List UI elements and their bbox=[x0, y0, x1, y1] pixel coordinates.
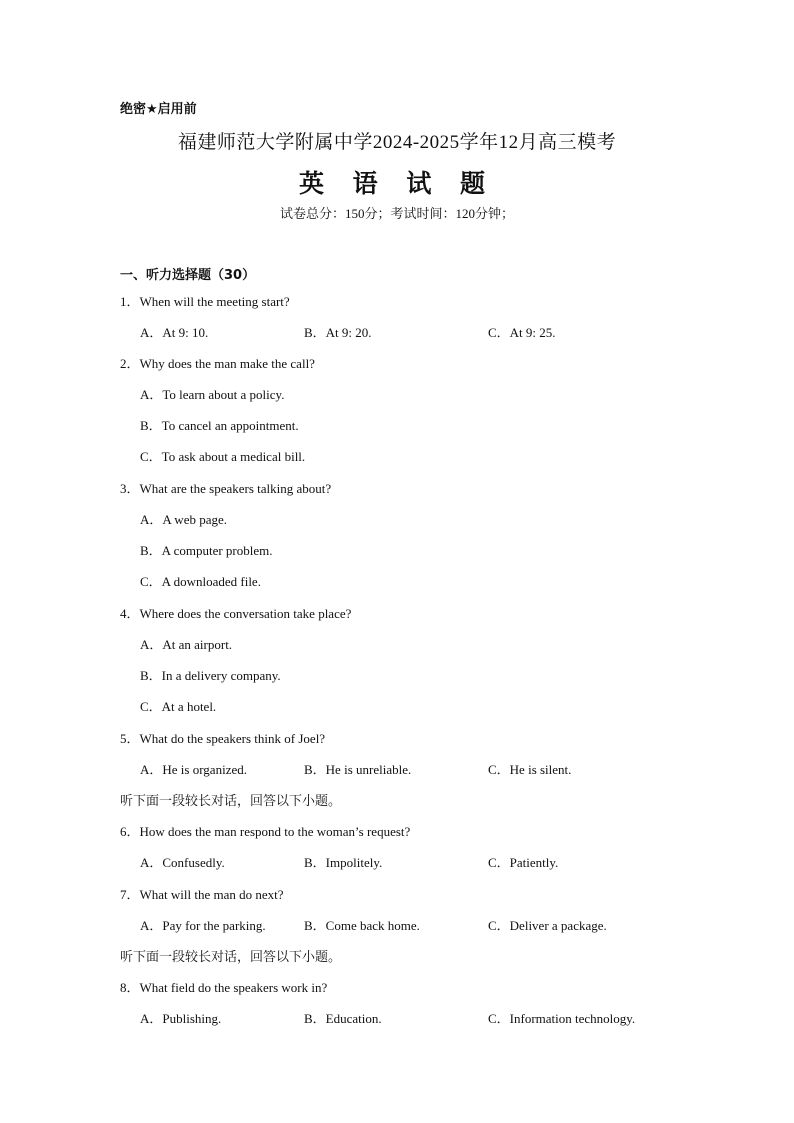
q2-option-b: B．To cancel an appointment. bbox=[140, 418, 299, 433]
q7-option-a: A．Pay for the parking. bbox=[140, 918, 266, 933]
q4-option-b: B．In a delivery company. bbox=[140, 668, 281, 683]
q8-option-a: A．Publishing. bbox=[140, 1011, 222, 1026]
q1-option-c: C．At 9: 25. bbox=[488, 325, 556, 340]
q1-option-b: B．At 9: 20. bbox=[304, 325, 372, 340]
q3-option-a: A．A web page. bbox=[140, 512, 228, 527]
q5-option-a: A．He is organized. bbox=[140, 762, 247, 777]
q7-option-b: B．Come back home. bbox=[304, 918, 420, 933]
long-dialogue-note-2: 听下面一段较长对话，回答以下小题。 bbox=[120, 949, 342, 964]
question-1: 1．When will the meeting start? bbox=[120, 294, 290, 309]
q2-option-c: C．To ask about a medical bill. bbox=[140, 449, 306, 464]
q3-option-c: C．A downloaded file. bbox=[140, 574, 261, 589]
question-4: 4．Where does the conversation take place? bbox=[120, 606, 352, 621]
q6-option-b: B．Impolitely. bbox=[304, 855, 383, 870]
question-6: 6．How does the man respond to the woman’s request? bbox=[120, 824, 411, 839]
q4-option-a: A．At an airport. bbox=[140, 637, 233, 652]
q8-option-c: C．Information technology. bbox=[488, 1011, 636, 1026]
long-dialogue-note: 听下面一段较长对话，回答以下小题。 bbox=[120, 793, 342, 808]
question-5: 5．What do the speakers think of Joel? bbox=[120, 731, 326, 746]
school-title: 福建师范大学附属中学2024-2025学年12月高三模考 bbox=[177, 132, 617, 153]
q6-option-c: C．Patiently. bbox=[488, 855, 559, 870]
q5-option-b: B．He is unreliable. bbox=[304, 762, 412, 777]
q4-option-c: C．At a hotel. bbox=[140, 699, 217, 714]
q8-option-b: B．Education. bbox=[304, 1011, 382, 1026]
q7-option-c: C．Deliver a package. bbox=[488, 918, 607, 933]
question-7: 7．What will the man do next? bbox=[120, 887, 284, 902]
q3-option-b: B．A computer problem. bbox=[140, 543, 273, 558]
exam-meta: 试卷总分：150分；考试时间：120分钟； bbox=[279, 206, 514, 221]
q1-option-a: A．At 9: 10. bbox=[140, 325, 209, 340]
section-title: 一、听力选择题（30） bbox=[120, 268, 256, 283]
question-8: 8．What field do the speakers work in? bbox=[120, 980, 328, 995]
secret-mark: 绝密★启用前 bbox=[120, 102, 197, 117]
q6-option-a: A．Confusedly. bbox=[140, 855, 225, 870]
question-3: 3．What are the speakers talking about? bbox=[120, 481, 332, 496]
q2-option-a: A．To learn about a policy. bbox=[140, 387, 285, 402]
subject-title: 英 语 试 题 bbox=[298, 169, 496, 198]
q5-option-c: C．He is silent. bbox=[488, 762, 572, 777]
question-2: 2．Why does the man make the call? bbox=[120, 356, 315, 371]
